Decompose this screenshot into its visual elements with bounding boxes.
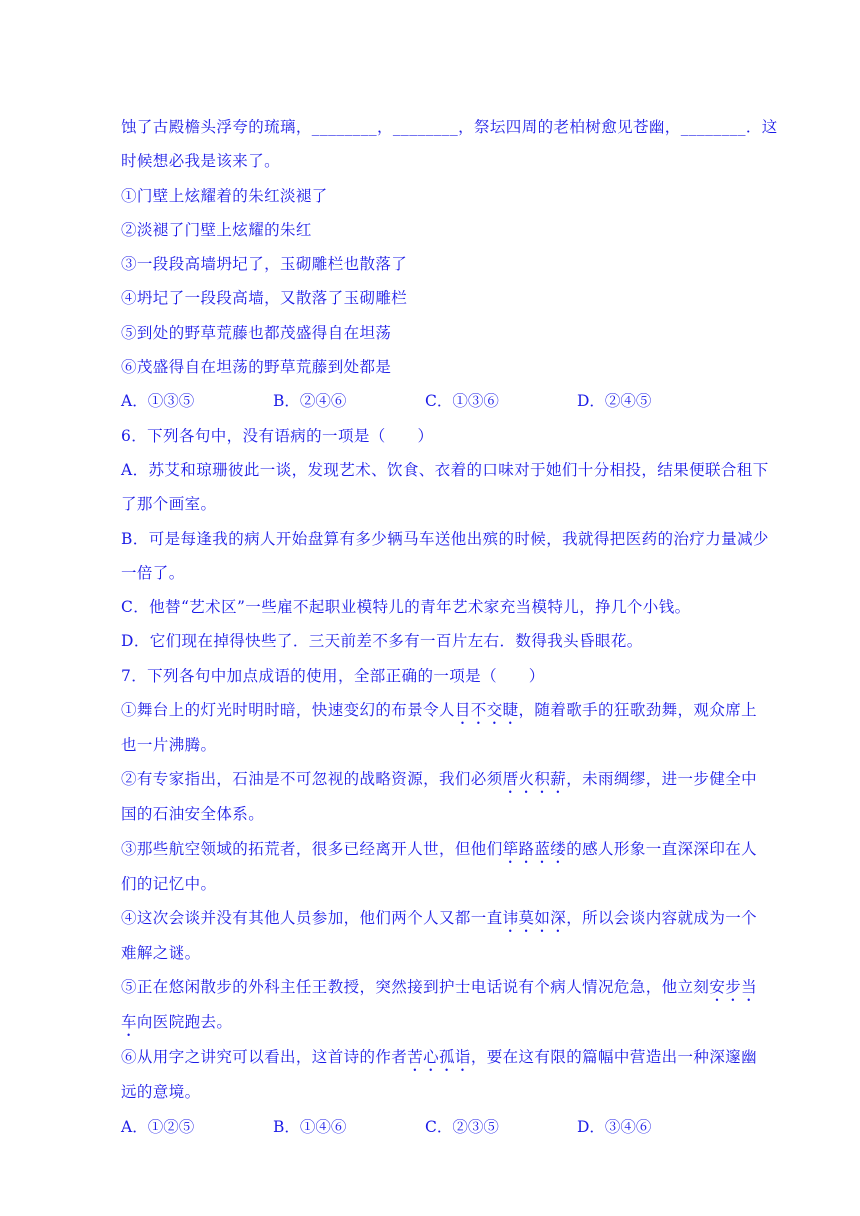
document-content xyxy=(121,110,778,1144)
q6-option-d: D．它们现在掉得快些了．三天前差不多有一百片左右．数得我头昏眼花。 xyxy=(121,632,643,651)
sentence-text: 向医院跑去。 xyxy=(136,1013,233,1032)
q7-sentence-2 xyxy=(121,762,758,797)
sentence-text: ，随着歌手的狂歌劲舞，观众席上 xyxy=(518,701,758,720)
q6-option-c: C．他替“艺术区”一些雇不起职业模特儿的青年艺术家充当模特儿，挣几个小钱。 xyxy=(121,598,691,617)
q6-option-a-line1: A．苏艾和琼珊彼此一谈，发现艺术、饮食、衣着的口味对于她们十分相投，结果便联合租下 xyxy=(121,460,769,479)
q5-option-d: D．②④⑤ xyxy=(577,392,652,411)
q7-sentence-4-line2: 难解之谜。 xyxy=(121,943,201,962)
q7-sentence-3 xyxy=(121,832,758,867)
q5-option-a: A．①③⑤ xyxy=(121,392,195,411)
q5-stem-line1: 蚀了古殿檐头浮夸的琉璃，________，________，祭坛四周的老柏树愈见苍幽，________．这 xyxy=(121,118,778,136)
q5-item: ④坍圮了一段段高墙，又散落了玉砌雕栏 xyxy=(121,289,408,308)
q7-sentence-6-line2: 远的意境。 xyxy=(121,1083,201,1102)
dotted-idiom: 讳莫如深 xyxy=(502,908,567,927)
q5-option-c: C．①③⑥ xyxy=(425,392,499,411)
sentence-text: ，所以会谈内容就成为一个 xyxy=(566,908,758,927)
q5-item: ③一段段高墙坍圮了，玉砌雕栏也散落了 xyxy=(121,255,408,274)
q7-stem: 7．下列各句中加点成语的使用，全部正确的一项是（ ） xyxy=(121,666,545,685)
dotted-idiom: 筚路蓝缕 xyxy=(502,839,567,858)
q6-option-b-line1: B．可是每逢我的病人开始盘算有多少辆马车送他出殡的时候，我就得把医药的治疗力量减少 xyxy=(121,529,769,548)
sentence-text: ，要在这有限的篇幅中营造出一种深邃幽 xyxy=(470,1048,758,1067)
q7-sentence-5-line2 xyxy=(121,1005,741,1040)
dotted-idiom: 厝火积薪 xyxy=(502,770,567,789)
q7-sentence-1-line2: 也一片沸腾。 xyxy=(121,736,217,755)
q5-item: ⑥茂盛得自在坦荡的野草荒藤到处都是 xyxy=(121,358,392,377)
dotted-idiom: 目不交睫 xyxy=(454,701,519,720)
q6-option-b-line2: 一倍了。 xyxy=(121,563,185,582)
q5-stem-line2: 时候想必我是该来了。 xyxy=(121,152,281,171)
q7-option-c: C．②③⑤ xyxy=(425,1117,499,1136)
q5-options xyxy=(121,384,741,418)
sentence-text: ⑥从用字之讲究可以看出，这首诗的作者 xyxy=(121,1048,408,1067)
sentence-text: ⑤正在悠闲散步的外科主任王教授，突然接到护士电话说有个病人情况危急，他立刻 xyxy=(121,978,710,997)
q7-sentence-6 xyxy=(121,1040,758,1075)
sentence-text: ③那些航空领域的拓荒者，很多已经离开人世，但他们 xyxy=(121,839,503,858)
q5-option-b: B．②④⑥ xyxy=(273,392,347,411)
q7-option-b: B．①④⑥ xyxy=(273,1117,347,1136)
q7-sentence-2-line2: 国的石油安全体系。 xyxy=(121,805,265,824)
sentence-text: ②有专家指出，石油是不可忽视的战略资源，我们必须 xyxy=(121,770,503,789)
q7-sentence-1 xyxy=(121,693,758,728)
q7-option-a: A．①②⑤ xyxy=(121,1117,195,1136)
dotted-idiom: 安步当 xyxy=(709,978,758,997)
q5-item: ②淡褪了门壁上炫耀的朱红 xyxy=(121,220,312,239)
q6-option-a-line2: 了那个画室。 xyxy=(121,495,217,514)
q7-option-d: D．③④⑥ xyxy=(577,1117,652,1136)
q7-sentence-4 xyxy=(121,901,758,936)
sentence-text: ①舞台上的灯光时明时暗，快速变幻的布景令人 xyxy=(121,701,455,720)
q5-item: ⑤到处的野草荒藤也都茂盛得自在坦荡 xyxy=(121,323,392,342)
q5-item: ①门壁上炫耀着的朱红淡褪了 xyxy=(121,186,328,205)
q7-options xyxy=(121,1110,741,1144)
dotted-idiom: 车 xyxy=(121,1013,137,1032)
q7-sentence-3-line2: 们的记忆中。 xyxy=(121,874,217,893)
q7-sentence-5 xyxy=(121,970,758,1005)
sentence-text: ④这次会谈并没有其他人员参加，他们两个人又都一直 xyxy=(121,908,503,927)
sentence-text: 的感人形象一直深深印在人 xyxy=(566,839,758,858)
sentence-text: ，未雨绸缪，进一步健全中 xyxy=(566,770,758,789)
q6-stem: 6．下列各句中，没有语病的一项是（ ） xyxy=(121,426,434,445)
dotted-idiom: 苦心孤诣 xyxy=(407,1048,471,1067)
